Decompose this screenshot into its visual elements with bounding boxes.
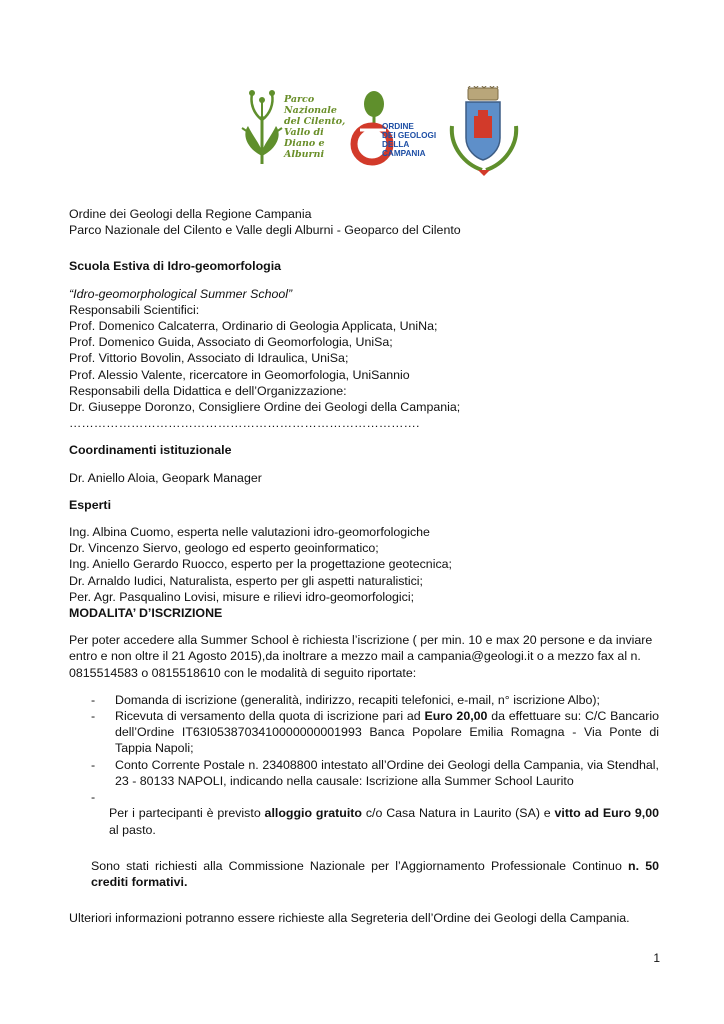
ordine-line: CAMPANIA [382,149,426,158]
responsabile-item: Prof. Alessio Valente, ricercatore in Geomorfologia, UniSannio [69,367,410,382]
esperti-title: Esperti [69,497,112,512]
list-item [69,692,659,708]
requirements-list [69,692,659,805]
header-line-1: Ordine dei Geologi della Regione Campania [69,207,312,221]
ricevuta-text-2: da effettuare su: C/C Bancario dell’Ordine IT63I0538703410000000001993 Banca Popolare Emilia Romagna - Via Ponte di Tappia Napoli; [115,709,659,756]
crediti-bold: n. 50 crediti formativi. [91,858,659,889]
alloggio-text: Per i partecipanti è previsto [109,806,265,821]
modalita-title: MODALITA’ D’ISCRIZIONE [69,606,223,621]
crediti-text: Sono stati richiesti alla Commissione Nazionale per l’Aggiornamento Professionale Continuo [91,858,629,873]
coat-of-arms-icon [444,86,524,178]
dotted-line: …………………………………………………………………………. [69,416,420,431]
page-number: 1 [653,951,660,965]
document-body [69,206,659,926]
ricevuta-amount: Euro 20,00 [424,709,488,724]
header-line-2: Parco Nazionale del Cilento e Valle degli Alburni - Geoparco del Cilento [69,223,461,238]
vitto-price: vitto ad Euro 9,00 [554,806,659,821]
ulteriori-info: Ulteriori informazioni potranno essere richieste alla Segreteria dell’Ordine dei Geologi della Campania. [69,911,630,926]
fern-plant-icon [238,86,286,166]
ordine-geologi-logo [350,86,446,166]
alloggio-text-2: c/o Casa Natura in Laurito (SA) e [362,806,555,821]
didattica-person: Dr. Giuseppe Doronzo, Consigliere Ordine dei Geologi della Campania; [69,400,461,415]
school-title: Scuola Estiva di Idro-geomorfologia [69,259,282,274]
ordine-line: DEI GEOLOGI [382,131,437,140]
esperto-item: Dr. Arnaldo Iudici, Naturalista, esperto per gli aspetti naturalistici; [69,573,423,588]
ricevuta-text: Ricevuta di versamento della quota di iscrizione pari ad [115,709,425,724]
responsabile-item: Prof. Domenico Guida, Associato di Geomorfologia, UniSa; [69,335,393,350]
header-logos [238,86,528,182]
list-item [69,708,659,757]
responsabili-label: Responsabili Scientifici: [69,302,200,317]
ordine-logo-text [382,122,448,158]
esperto-item: Ing. Aniello Gerardo Ruocco, esperto per la progettazione geotecnica; [69,557,452,572]
alloggio-gratuito: alloggio gratuito [264,806,362,821]
alloggio-text-3: al pasto. [109,822,156,837]
esperto-item: Dr. Vincenzo Siervo, geologo ed esperto geoinformatico; [69,541,379,556]
summer-school-title: “Idro-geomorphological Summer School” [69,286,293,301]
coordinamenti-title: Coordinamenti istituzionale [69,443,232,458]
esperto-item: Per. Agr. Pasqualino Lovisi, misure e rilievi idro-geomorfologici; [69,589,415,604]
coordinamenti-person: Dr. Aniello Aloia, Geopark Manager [69,470,262,485]
domanda-text: Domanda di iscrizione (generalità, indirizzo, recapiti telefonici, e-mail, n° iscrizione Albo); [115,692,600,707]
parco-logo-text: Parco Nazionale del Cilento, Vallo di Diano e Alburni [284,94,346,160]
ordine-line: DELLA [382,140,410,149]
alloggio-paragraph [69,805,659,837]
list-item-empty [69,789,659,805]
municipal-crest-logo [444,86,524,178]
parco-nazionale-logo [238,86,350,166]
conto-text: Conto Corrente Postale n. 23408800 intestato all’Ordine dei Geologi della Campania, via Stendhal, 23 - 80133 NAPOLI, indicando nella causale: Iscrizione alla Summer School Laurito [115,757,659,788]
crediti-paragraph [69,858,659,890]
didattica-label: Responsabili della Didattica e dell’Organizzazione: [69,383,347,398]
responsabile-item: Prof. Domenico Calcaterra, Ordinario di Geologia Applicata, UniNa; [69,319,438,334]
list-item [69,757,659,789]
responsabile-item: Prof. Vittorio Bovolin, Associato di Idraulica, UniSa; [69,351,349,366]
ordine-line: ORDINE [382,122,414,131]
modalita-text: Per poter accedere alla Summer School è richiesta l’iscrizione ( per min. 10 e max 20 persone e da inviare entro e non oltre il 21 Agosto 2015),da inoltrare a mezzo mail a campania@geologi.it o a mezzo fax al n. 0815514583 o 0815518610 con le modalità di seguito riportate: [69,633,653,680]
esperto-item: Ing. Albina Cuomo, esperta nelle valutazioni idro-geomorfologiche [69,525,430,540]
